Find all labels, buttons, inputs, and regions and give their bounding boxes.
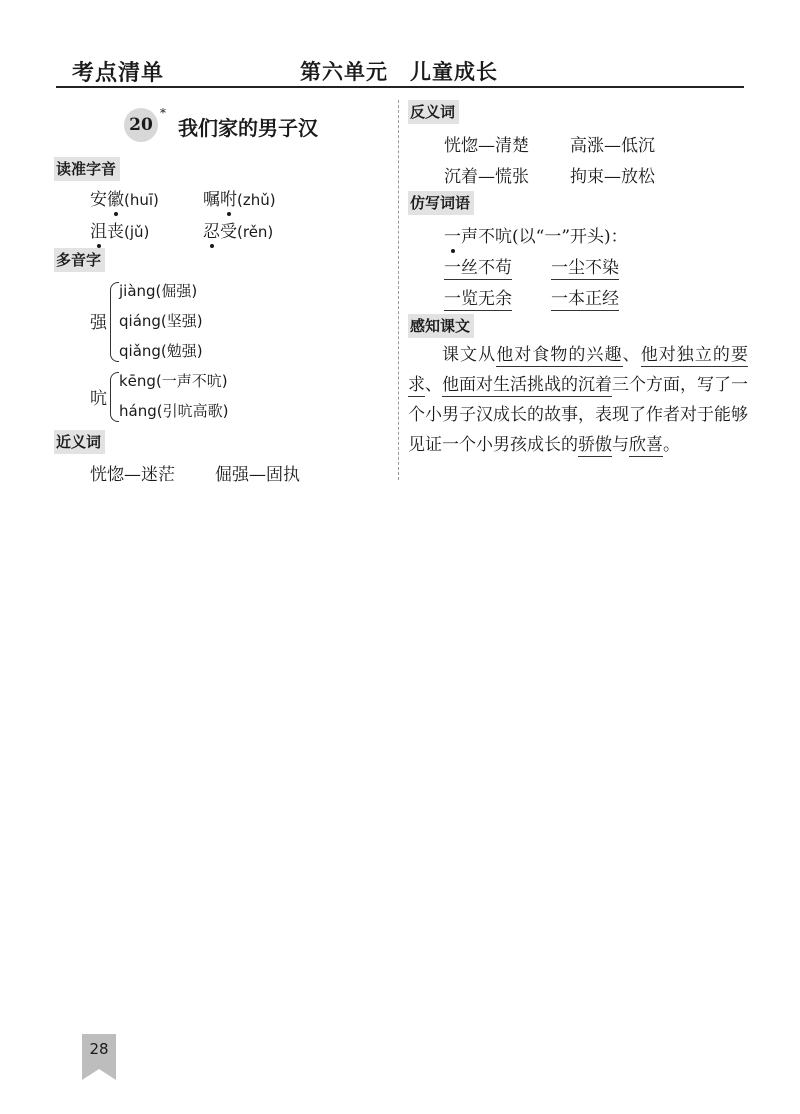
header-rule [56, 86, 744, 88]
polyphonic-reading: háng(引吭高歌) [119, 402, 229, 420]
section-heading-synonyms: 近义词 [54, 430, 105, 454]
header-section-label: 考点清单 [72, 61, 165, 86]
pronunciation-item: 嘱咐(zhǔ) [203, 185, 276, 210]
brace-bracket [110, 372, 119, 422]
synonym-pair: 恍惚—迷茫 [90, 465, 175, 485]
pronunciation-item: 沮丧(jǔ) [90, 217, 149, 242]
polyphonic-reading: qiáng(坚强) [119, 312, 203, 330]
antonym-pair: 高涨—低沉 [570, 136, 655, 156]
header-unit-title: 第六单元 儿童成长 [300, 59, 498, 84]
section-heading-antonyms: 反义词 [408, 100, 459, 124]
section-heading-comprehension: 感知课文 [408, 314, 474, 338]
column-divider [398, 100, 399, 480]
lesson-title: 我们家的男子汉 [178, 116, 318, 140]
lesson-star-mark: * [160, 106, 166, 120]
imitate-answer: 一本正经 [551, 289, 619, 309]
brace-bracket [110, 282, 119, 362]
antonym-pair: 拘束—放松 [570, 167, 655, 187]
comprehension-paragraph: 课文从他对食物的兴趣、他对独立的要求、他面对生活挑战的沉着三个方面，写了一个小男子汉成长的故事，表现了作者对于能够见证一个小男孩成长的骄傲与欣喜。 [408, 345, 748, 455]
polyphonic-reading: qiǎng(勉强) [119, 342, 203, 360]
pronunciation-item: 忍受(rěn) [203, 217, 273, 242]
polyphonic-char: 强 [90, 313, 107, 333]
section-heading-pronunciation: 读准字音 [54, 157, 120, 181]
section-heading-polyphonic: 多音字 [54, 248, 105, 272]
polyphonic-reading: jiàng(倔强) [119, 282, 198, 300]
section-heading-imitate: 仿写词语 [408, 191, 474, 215]
polyphonic-char: 吭 [90, 389, 107, 409]
synonym-pair: 倔强—固执 [215, 465, 300, 485]
imitate-answer: 一尘不染 [551, 258, 619, 278]
imitate-answer: 一览无余 [444, 289, 512, 309]
imitate-answer: 一丝不苟 [444, 258, 512, 278]
imitate-example: 一声不吭(以“一”开头)： [444, 222, 628, 247]
page-number: 28 [89, 1040, 109, 1058]
pronunciation-item: 安徽(huī) [90, 185, 159, 210]
antonym-pair: 恍惚—清楚 [444, 136, 529, 156]
antonym-pair: 沉着—慌张 [444, 167, 529, 187]
polyphonic-reading: kēng(一声不吭) [119, 372, 228, 390]
lesson-number-badge: 20 [124, 108, 158, 142]
